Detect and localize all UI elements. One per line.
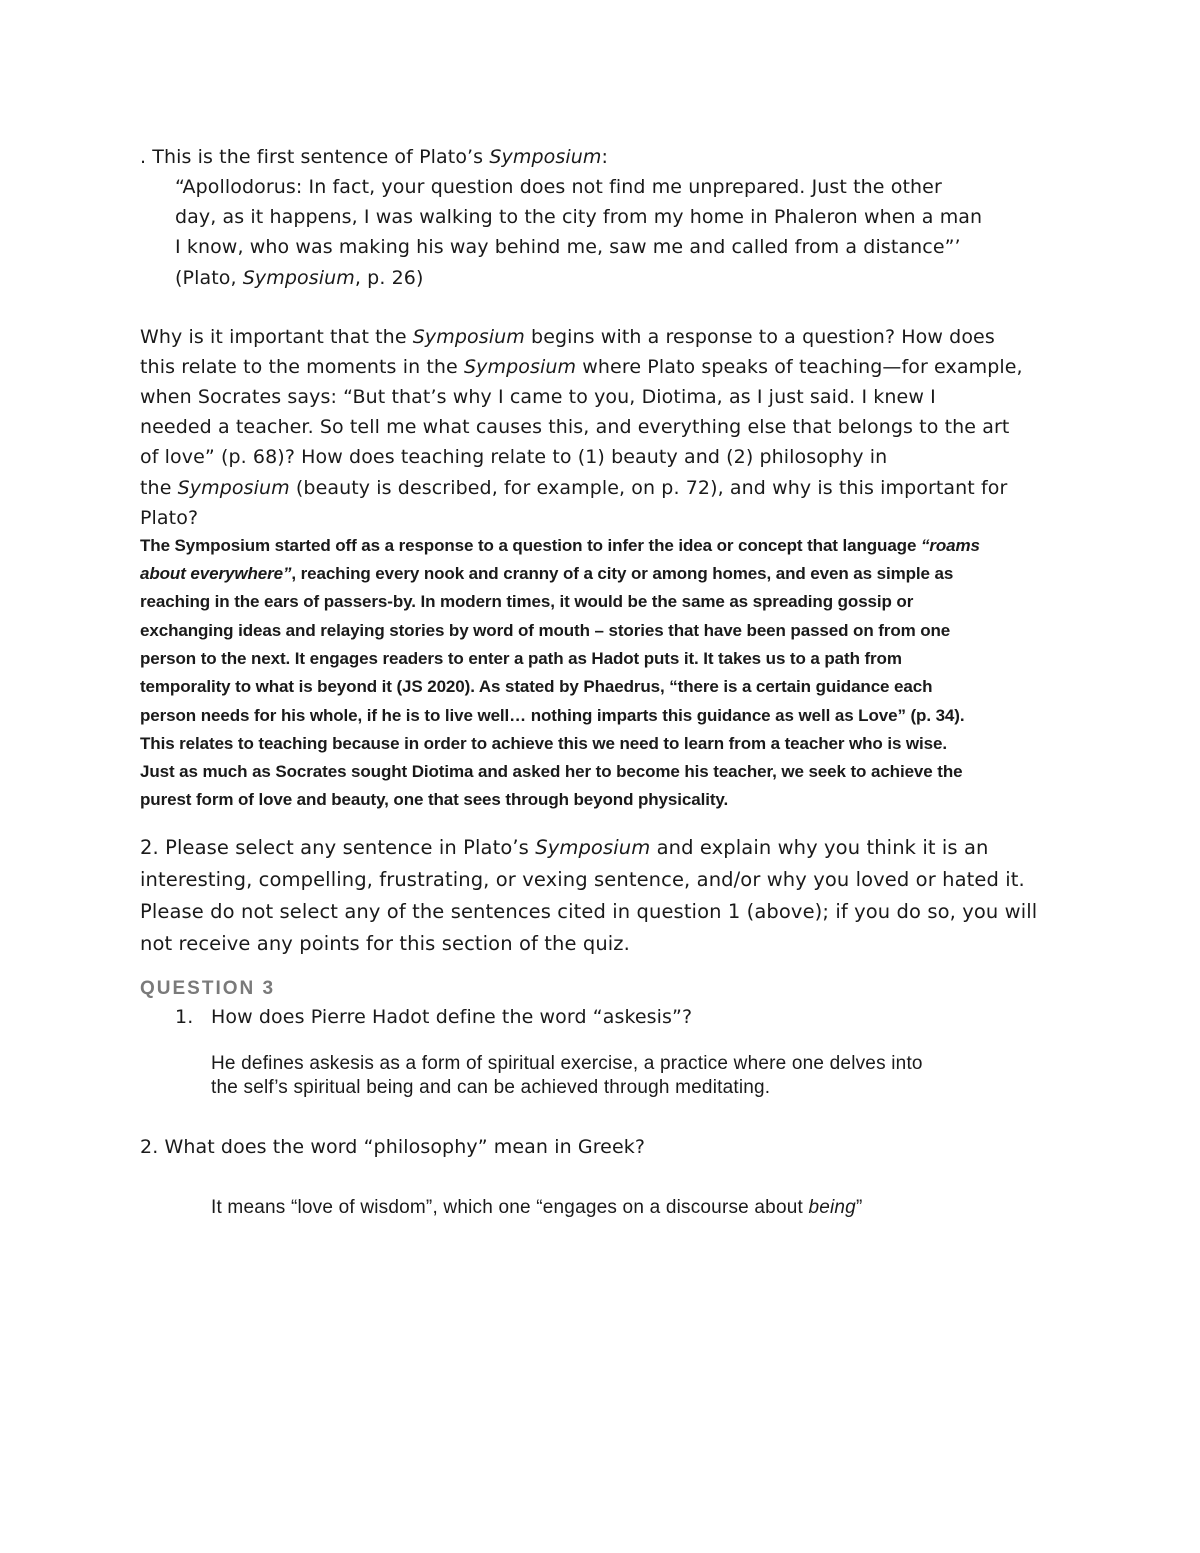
- question2-line-1-c: and explain why you think it is an: [650, 836, 989, 859]
- answer-line-5: person to the next. It engages readers to enter a path as Hadot puts it. It takes us to a path from: [140, 649, 902, 668]
- question3-item1-number: 1.: [175, 1006, 194, 1028]
- question1-intro-suffix: :: [601, 146, 608, 168]
- prompt-line-6-title: Symposium: [177, 477, 290, 499]
- question3-item2-text: 2. What does the word “philosophy” mean in Greek?: [140, 1136, 646, 1158]
- prompt-line-6: [140, 477, 1007, 499]
- question3-item2-answer: [211, 1197, 862, 1219]
- citation-prefix: (Plato,: [175, 267, 243, 289]
- question3-item2-answer-italic: being: [808, 1197, 856, 1218]
- prompt-line-4: needed a teacher. So tell me what causes this, and everything else that belongs to the art: [140, 416, 1010, 438]
- prompt-line-1-c: begins with a response to a question? How does: [524, 326, 995, 348]
- quote-line-3: I know, who was making his way behind me, saw me and called from a distance”’: [175, 236, 961, 258]
- answer-line-1: [140, 536, 980, 556]
- quote-citation: [175, 267, 424, 289]
- question2-line-1-title: Symposium: [535, 836, 651, 859]
- citation-suffix: , p. 26): [354, 267, 424, 289]
- prompt-line-3: when Socrates says: “But that’s why I came to you, Diotima, as I just said. I knew I: [140, 386, 936, 408]
- question3-item1-answer-line-1: He defines askesis as a form of spiritual exercise, a practice where one delves into: [211, 1053, 923, 1074]
- answer-line-6: temporality to what is beyond it (JS 2020). As stated by Phaedrus, “there is a certain guidance each: [140, 677, 933, 696]
- prompt-line-6-a: the: [140, 477, 178, 499]
- question3-item2-answer-c: ”: [855, 1197, 863, 1218]
- answer-line-1-a: The Symposium started off as a response to a question to infer the idea or concept that language: [140, 536, 921, 555]
- question2-line-3: Please do not select any of the sentences cited in question 1 (above); if you do so, you will: [140, 900, 1038, 923]
- answer-line-2: [140, 564, 953, 584]
- answer-line-10: purest form of love and beauty, one that sees through beyond physicality.: [140, 790, 729, 809]
- answer-line-3: reaching in the ears of passers-by. In modern times, it would be the same as spreading gossip or: [140, 592, 914, 611]
- prompt-line-2-title: Symposium: [463, 356, 577, 378]
- question3-item2-answer-a: It means “love of wisdom”, which one “engages on a discourse about: [211, 1197, 809, 1218]
- quote-line-2: day, as it happens, I was walking to the city from my home in Phaleron when a man: [175, 206, 983, 228]
- question2-line-1: [140, 836, 989, 859]
- prompt-line-1: [140, 326, 995, 348]
- prompt-line-7: Plato?: [140, 507, 199, 529]
- question3-heading: QUESTION 3: [140, 978, 276, 999]
- question2-line-4: not receive any points for this section of the quiz.: [140, 932, 630, 955]
- prompt-line-2: [140, 356, 1023, 378]
- question1-intro-prefix: . This is the first sentence of Plato’s: [140, 146, 490, 168]
- question2-line-2: interesting, compelling, frustrating, or vexing sentence, and/or why you loved or hated it.: [140, 868, 1025, 891]
- prompt-line-2-a: this relate to the moments in the: [140, 356, 464, 378]
- prompt-line-6-c: (beauty is described, for example, on p. 72), and why is this important for: [289, 477, 1008, 499]
- answer-line-9: Just as much as Socrates sought Diotima and asked her to become his teacher, we seek to achieve the: [140, 762, 963, 781]
- prompt-line-1-a: Why is it important that the: [140, 326, 413, 348]
- answer-line-1-quote: “roams: [920, 536, 980, 555]
- prompt-line-1-title: Symposium: [412, 326, 525, 348]
- answer-line-2-b: , reaching every nook and cranny of a city or among homes, and even as simple as: [291, 564, 954, 583]
- question1-intro-title: Symposium: [489, 146, 602, 168]
- answer-line-4: exchanging ideas and relaying stories by word of mouth – stories that have been passed on from one: [140, 621, 951, 640]
- question1-intro: [140, 146, 608, 168]
- question3-item1-answer-line-2: the self’s spiritual being and can be achieved through meditating.: [211, 1077, 771, 1098]
- quote-line-1: “Apollodorus: In fact, your question does not find me unprepared. Just the other: [175, 176, 942, 198]
- answer-line-7: person needs for his whole, if he is to live well… nothing imparts this guidance as well as Love” (p. 34).: [140, 706, 965, 725]
- prompt-line-5: of love” (p. 68)? How does teaching relate to (1) beauty and (2) philosophy in: [140, 446, 888, 468]
- question2-line-1-a: 2. Please select any sentence in Plato’s: [140, 836, 536, 859]
- citation-title: Symposium: [242, 267, 355, 289]
- answer-line-2-quote: about everywhere”: [140, 564, 292, 583]
- prompt-line-2-c: where Plato speaks of teaching—for example,: [576, 356, 1023, 378]
- answer-line-8: This relates to teaching because in order to achieve this we need to learn from a teacher who is wise.: [140, 734, 947, 753]
- question3-item1-text: How does Pierre Hadot define the word “askesis”?: [211, 1006, 693, 1028]
